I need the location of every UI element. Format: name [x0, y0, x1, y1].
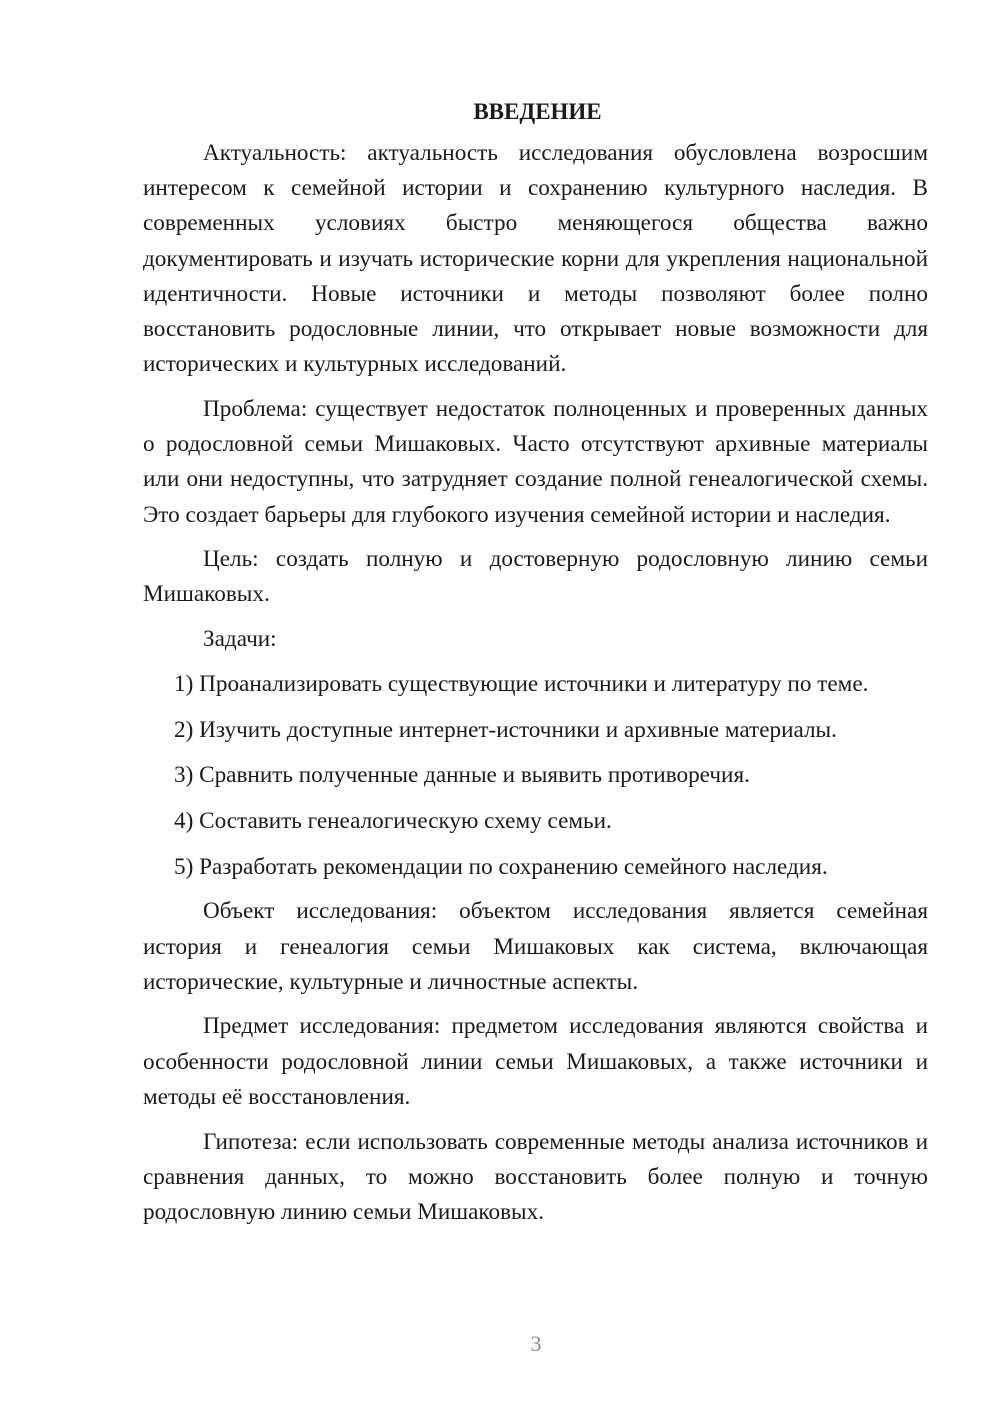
problem-paragraph: Проблема: существует недостаток полноценных и проверенных данных о родословной семьи Мишаковых. Часто отсутствуют архивные материалы или они недоступны, что затрудняет создание полной генеалогической схемы. Это создает барьеры для глубокого изучения семейной истории и наследия. — [143, 395, 928, 528]
object-paragraph: Объект исследования: объектом исследования является семейная история и генеалогия семьи Мишаковых как система, включающая исторические, культурные и личностные аспекты. — [143, 898, 928, 995]
hypothesis-paragraph: Гипотеза: если использовать современные методы анализа источников и сравнения данных, то можно восстановить более полную и точную родословную линию семьи Мишаковых. — [143, 1128, 928, 1225]
tasks-list — [143, 667, 928, 885]
list-item: 3) Сравнить полученные данные и выявить противоречия. — [174, 762, 750, 789]
relevance-paragraph: Актуальность: актуальность исследования обусловлена возросшим интересом к семейной истории и сохранению культурного наследия. В современных условиях быстро меняющегося общества важно документировать и изучать исторические корни для укрепления национальной идентичности. Новые источники и методы позволяют более полно восстановить родословные линии, что открывает новые возможности для исторических и культурных исследований. — [143, 140, 928, 378]
list-item: 2) Изучить доступные интернет-источники и архивные материалы. — [174, 716, 837, 743]
page-content — [143, 94, 928, 1230]
page-number: 3 — [530, 1331, 542, 1356]
tasks-heading: Задачи: — [203, 626, 277, 653]
list-item: 5) Разработать рекомендации по сохранению семейного наследия. — [174, 853, 828, 880]
list-item: 1) Проанализировать существующие источники и литературу по теме. — [174, 670, 869, 697]
subject-paragraph: Предмет исследования: предметом исследования являются свойства и особенности родословной линии семьи Мишаковых, а также источники и методы её восстановления. — [143, 1013, 928, 1110]
page-title: ВВЕДЕНИЕ — [473, 99, 602, 124]
goal-paragraph: Цель: создать полную и достоверную родословную линию семьи Мишаковых. — [143, 546, 928, 608]
list-item: 4) Составить генеалогическую схему семьи. — [174, 807, 612, 834]
